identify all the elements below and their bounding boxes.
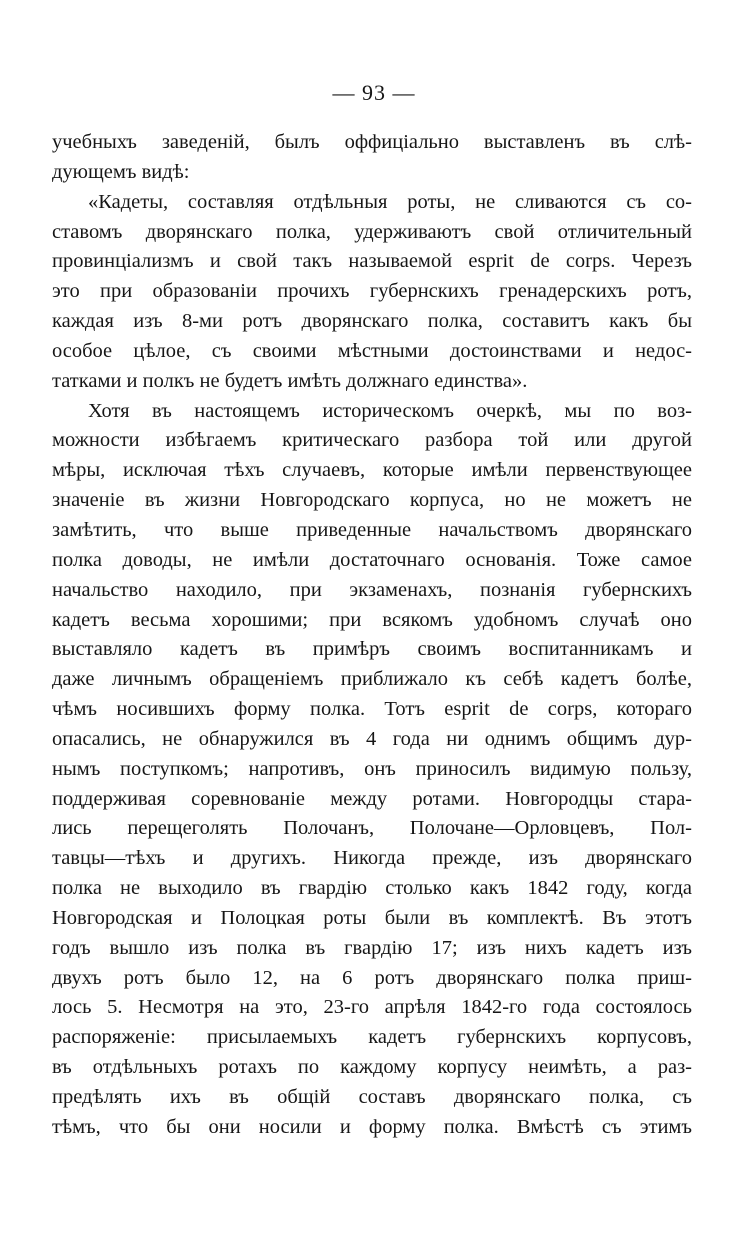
text-line: выставляло кадетъ въ примѣръ своимъ воспитанникамъ и (52, 638, 692, 661)
text-line: нымъ поступкомъ; напротивъ, онъ приносилъ видимую пользу, (52, 757, 692, 780)
text-line: это при образованiи прочихъ губернскихъ гренадерскихъ ротъ, (52, 280, 692, 303)
text-line: провинцiализмъ и свой такъ называемой esprit de corps. Черезъ (52, 250, 692, 273)
text-line: тѣмъ, что бы они носили и форму полка. Вмѣстѣ съ этимъ (52, 1115, 692, 1138)
text-line: Хотя въ настоящемъ историческомъ очеркѣ, мы по воз- (88, 399, 692, 422)
text-line: двухъ ротъ было 12, на 6 ротъ дворянскаго полка приш- (52, 966, 692, 989)
text-line: замѣтить, что выше приведенные начальствомъ дворянскаго (52, 518, 692, 541)
text-line: предѣлять ихъ въ общiй составъ дворянскаго полка, съ (52, 1086, 692, 1108)
text-line: дующемъ видѣ: (52, 160, 190, 183)
text-line: распоряженiе: присылаемыхъ кадетъ губернскихъ корпусовъ, (52, 1026, 692, 1049)
text-line: опасались, не обнаружился въ 4 года ни однимъ общимъ дур- (52, 727, 692, 750)
text-line: годъ вышло изъ полка въ гвардiю 17; изъ нихъ кадетъ изъ (52, 936, 692, 959)
text-line: кадетъ весьма хорошими; при всякомъ удобномъ случаѣ оно (52, 608, 692, 631)
text-line: полка доводы, не имѣли достаточнаго основанiя. Тоже самое (52, 548, 692, 571)
text-line: можности избѣгаемъ критическаго разбора той или другой (52, 429, 692, 452)
text-line: тавцы—тѣхъ и другихъ. Никогда прежде, изъ дворянскаго (52, 847, 692, 870)
text-line: «Кадеты, составляя отдѣльныя роты, не сливаются съ со- (88, 190, 692, 213)
text-line: лось 5. Несмотря на это, 23-го апрѣля 1842-го года состоялось (52, 996, 692, 1019)
text-line: мѣры, исключая тѣхъ случаевъ, которые имѣли первенствующее (52, 459, 692, 482)
text-line: особое цѣлое, съ своими мѣстными достоинствами и недос- (52, 339, 692, 362)
text-line: ставомъ дворянскаго полка, удерживаютъ свой отличительный (52, 220, 692, 243)
text-line: полка не выходило въ гвардiю столько какъ 1842 году, когда (52, 877, 692, 900)
text-line: въ отдѣльныхъ ротахъ по каждому корпусу неимѣть, а раз- (52, 1056, 692, 1079)
text-line: чѣмъ носившихъ форму полка. Тотъ esprit de corps, котораго (52, 698, 692, 721)
text-line: начальство находило, при экзаменахъ, познанiя губернскихъ (52, 578, 692, 601)
text-line: лись перещеголять Полочанъ, Полочане—Орловцевъ, Пол- (52, 817, 692, 840)
text-line: значенiе въ жизни Новгородскаго корпуса, но не можетъ не (52, 489, 692, 512)
text-line: татками и полкъ не будетъ имѣть должнаго единства». (52, 369, 528, 392)
text-line: учебныхъ заведенiй, былъ оффицiально выставленъ въ слѣ- (52, 131, 692, 153)
text-line: Новгородская и Полоцкая роты были въ комплектѣ. Въ этотъ (52, 906, 692, 929)
page-number: — 93 — (332, 80, 416, 105)
body-text (52, 128, 692, 1143)
text-line: поддерживая соревнованiе между ротами. Новгородцы стара- (52, 787, 692, 810)
text-line: каждая изъ 8-ми ротъ дворянскаго полка, составитъ какъ бы (52, 310, 692, 333)
text-line: даже личнымъ обращенiемъ приближало къ себѣ кадетъ болѣе, (52, 668, 692, 691)
